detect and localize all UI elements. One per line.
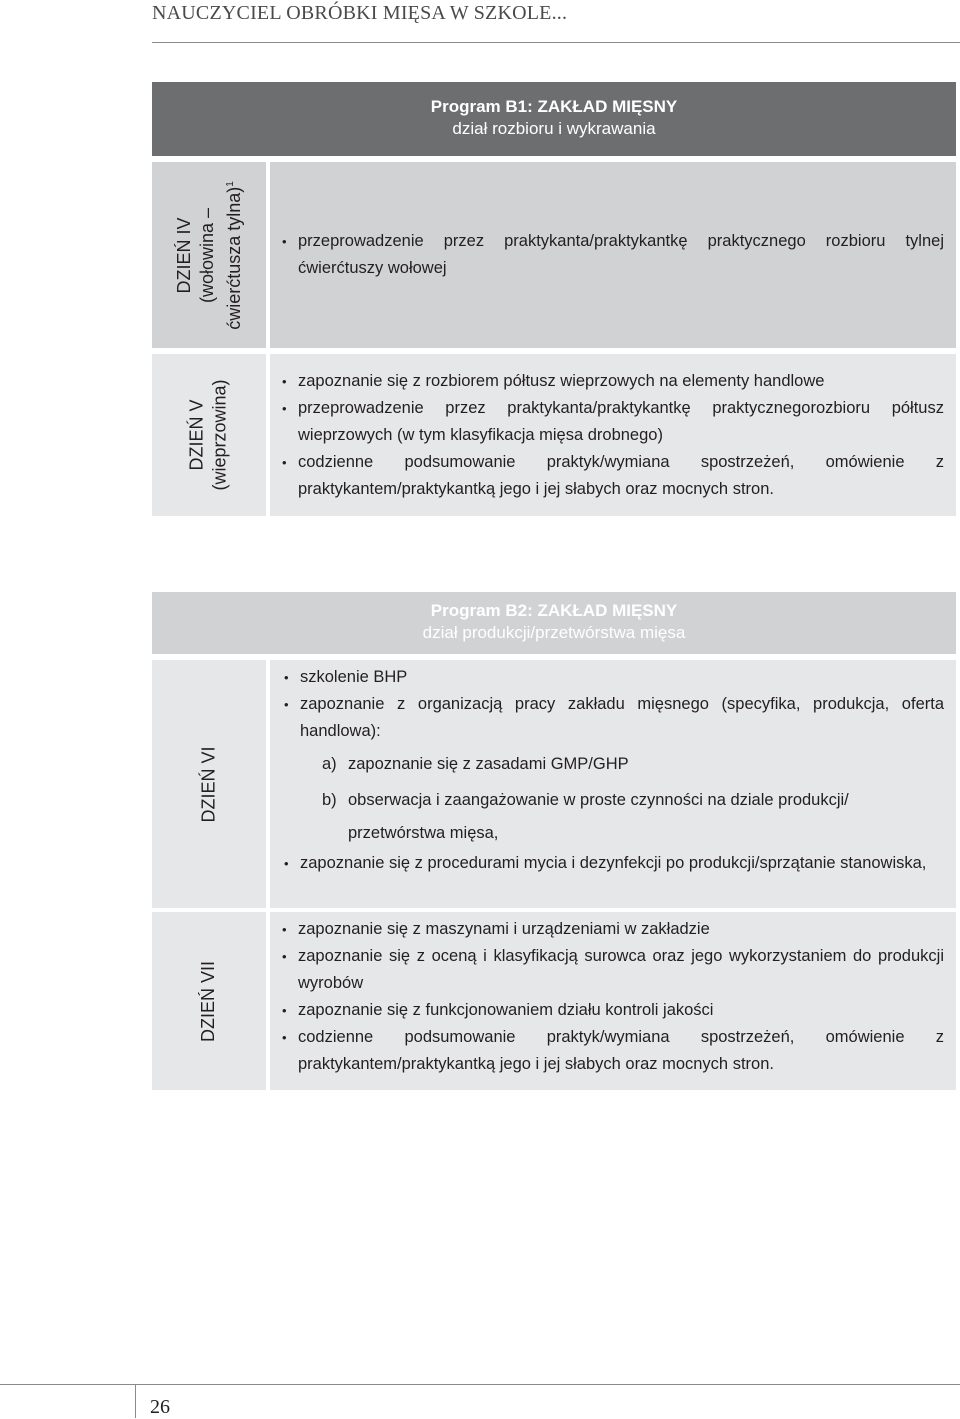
running-head: NAUCZYCIEL OBRÓBKI MIĘSA W SZKOLE...	[152, 2, 568, 24]
day4-content	[270, 162, 956, 348]
list-item: • przeprowadzenie przez praktykanta/praktykantkę praktycznegorozbioru półtusz wieprzowych (w tym klasyfikacja mięsa drobnego)	[282, 395, 944, 449]
list-item: • przeprowadzenie przez praktykanta/praktykantkę praktycznego rozbioru tylnej ćwierćtuszy wołowej	[282, 228, 944, 282]
day6-label: DZIEŃ VI	[198, 745, 219, 823]
page-number: 26	[150, 1396, 170, 1418]
footnote-mark: 1	[224, 180, 236, 187]
day5-label: DZIEŃ V (wieprzowina)	[186, 379, 230, 491]
list-item: • zapoznanie się z funkcjonowaniem działu kontroli jakości	[282, 997, 944, 1024]
program-b2-header	[152, 592, 956, 654]
list-item: • szkolenie BHP	[284, 664, 944, 691]
day7-label: DZIEŃ VII	[198, 960, 219, 1042]
day7-label-cell	[152, 912, 266, 1090]
day4-label-cell	[152, 162, 266, 348]
list-item: • zapoznanie się z oceną i klasyfikacją surowca oraz jego wykorzystaniem do produkcji wyrobów	[282, 943, 944, 997]
day6-content	[270, 660, 956, 908]
program-b1-title: Program B1: ZAKŁAD MIĘSNY	[430, 97, 678, 116]
list-item: • codzienne podsumowanie praktyk/wymiana spostrzeżeń, omówienie z praktykantem/praktykantką jego i jej słabych oraz mocnych stron.	[282, 449, 944, 503]
footer-rule	[0, 1384, 960, 1385]
sub-item-a: a) zapoznanie się z zasadami GMP/GHP	[322, 755, 629, 773]
list-item: • codzienne podsumowanie praktyk/wymiana spostrzeżeń, omówienie z praktykantem/praktykantką jego i jej słabych oraz mocnych stron.	[282, 1024, 944, 1078]
day6-label-cell	[152, 660, 266, 908]
list-item: • zapoznanie się z maszynami i urządzeniami w zakładzie	[282, 916, 944, 943]
program-b2-title: Program B2: ZAKŁAD MIĘSNY	[430, 601, 678, 620]
day5-content	[270, 354, 956, 516]
footer-vertical-rule	[135, 1384, 136, 1418]
day7-content	[270, 912, 956, 1090]
header-rule	[152, 42, 960, 43]
sub-item-b: b) obserwacja i zaangażowanie w proste czynności na dziale produkcji/ przetwórstwa mięsa,	[322, 791, 849, 842]
program-b1-header	[152, 82, 956, 156]
day4-label: DZIEŃ IV (wołowina – ćwierćtusza tylna)$^1$	[173, 180, 244, 330]
list-item: • zapoznanie z organizacją pracy zakładu mięsnego (specyfika, produkcja, oferta handlowa):	[284, 691, 944, 745]
day5-label-cell	[152, 354, 266, 516]
list-item: • zapoznanie się z procedurami mycia i dezynfekcji po produkcji/sprzątanie stanowiska,	[284, 850, 944, 877]
list-item: • zapoznanie się z rozbiorem półtusz wieprzowych na elementy handlowe	[282, 368, 944, 395]
program-b1-subtitle: dział rozbioru i wykrawania	[452, 119, 656, 138]
program-b2-subtitle: dział produkcji/przetwórstwa mięsa	[422, 623, 686, 642]
